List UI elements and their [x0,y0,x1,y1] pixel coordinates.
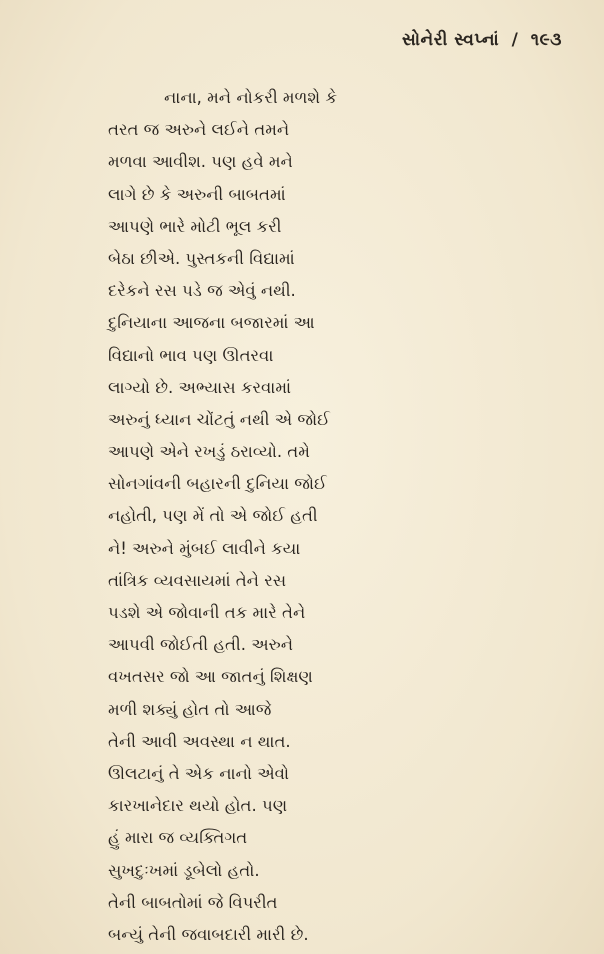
text-line: પડશે એ જોવાની તક મારે તેને [108,603,306,622]
text-line: મળી શક્યું હોત તો આજે [108,699,272,719]
text-line: નાના, મને નોકરી મળશે કે [164,88,338,107]
text-line: તેની બાબતોમાં જે વિપરીત [108,892,278,912]
text-line: લાગ્યો છે. અભ્યાસ કરવામાં [108,377,292,397]
text-line: દરેકને રસ પડે જ એવું નથી. [108,281,296,301]
text-line: વિદ્યાનો ભાવ પણ ઊતરવા [108,345,274,365]
running-header [402,30,562,50]
text-line: તેની આવી અવસ્થા ન થાત. [108,731,291,751]
body-text [108,82,438,951]
text-line: તરત જ અરુને લઈને તમને [108,120,290,140]
text-line: કારખાનેદાર થયો હોત. પણ [108,796,288,816]
header-separator: / [511,30,519,50]
text-line: દુનિયાના આજના બજારમાં આ [108,313,315,333]
text-line: મળવા આવીશ. પણ હવે મને [108,152,293,172]
text-line: આપણે એને રખડું ઠરાવ્યો. તમે [108,442,310,462]
text-line: હું મારા જ વ્યક્તિગત [108,828,248,848]
text-line: આપણે ભારે મોટી ભૂલ કરી [108,216,282,236]
text-line: વખતસર જો આ જાતનું શિક્ષણ [108,667,313,687]
text-line: ને! અરુને મુંબઈ લાવીને કયા [108,538,301,558]
text-line: બન્યું તેની જવાબદારી મારી છે. [108,924,309,944]
text-line: ઊલટાનું તે એક નાનો એવો [108,763,290,783]
text-line: બેઠા છીએ. પુસ્તકની વિદ્યામાં [108,248,295,268]
text-line: સોનગાંવની બહારની દુનિયા જોઈ [108,474,327,494]
text-line: અરુનું ધ્યાન ચોંટતું નથી એ જોઈ [108,409,330,429]
text-line: નહોતી, પણ મેં તો એ જોઈ હતી [108,506,318,526]
book-title: સોનેરી સ્વપ્નાં [402,30,500,50]
page-number: ૧૯૩ [530,30,562,50]
text-line: લાગે છે કે અરુની બાબતમાં [108,184,286,204]
text-line: આપવી જોઈતી હતી. અરુને [108,635,293,655]
text-line: તાંત્રિક વ્યવસાયમાં તેને રસ [108,570,287,590]
text-line: સુખદુઃખમાં ડૂબેલો હતો. [108,860,260,880]
